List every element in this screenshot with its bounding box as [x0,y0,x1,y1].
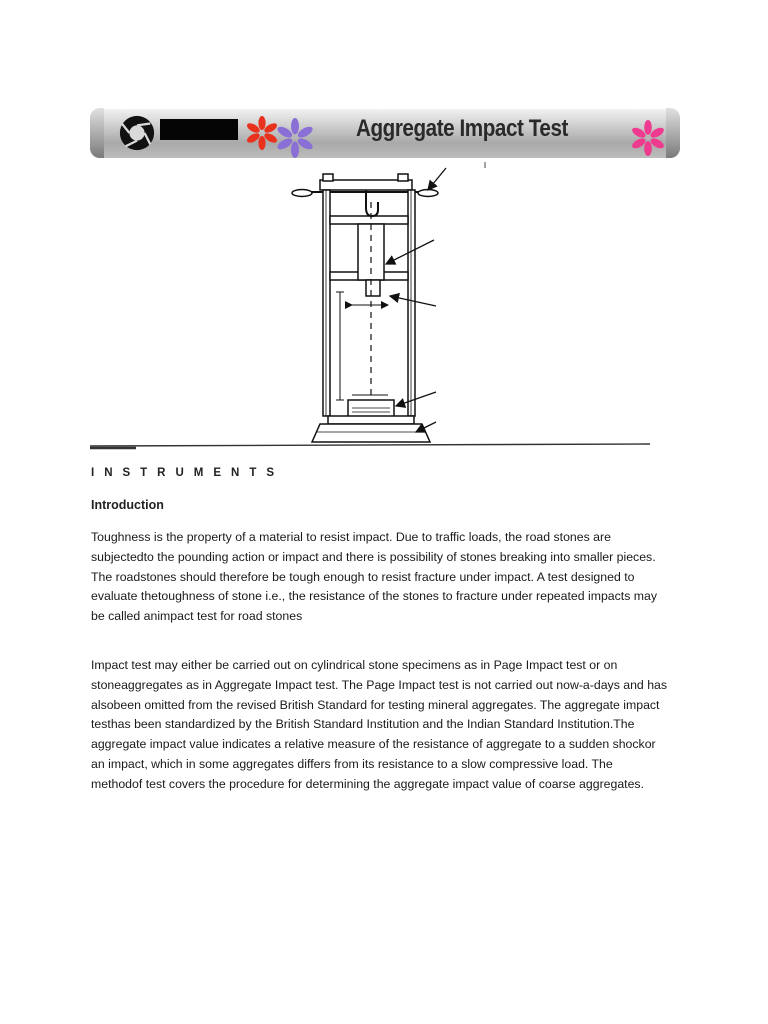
red-asterisk-icon [245,116,279,150]
banner-title: Aggregate Impact Test [356,115,568,142]
paragraph-line: stoneaggregates as in Aggregate Impact test. The Page Impact test is not carried out now-a-days and has [91,677,668,692]
paragraph-line: alsobeen omitted from the revised British Standard for testing mineral aggregates. The aggregate impact [91,697,660,712]
paragraph-line: be called animpact test for road stones [91,609,303,624]
section-heading: I N S T R U M E N T S [91,467,278,479]
paragraph-line: The roadstones should therefore be tough enough to resist fracture under impact. A test designed to [91,569,635,584]
paragraph-line: an impact, which in some aggregates differs from its resistance to a slow compressive load. The [91,756,613,771]
introduction-heading: Introduction [91,498,164,512]
impact-test-apparatus-diagram [90,160,670,456]
paragraph-line: evaluate thetoughness of stone i.e., the resistance of the stones to fracture under repeated impacts may [91,589,657,604]
paragraph-line: Toughness is the property of a material to resist impact. Due to traffic loads, the road stones are [91,530,611,544]
paragraph-line: aggregate impact value indicates a relative measure of the resistance of aggregate to a sudden shockor [91,737,656,752]
ring-logo-icon [118,114,156,152]
paragraph-line: subjectedto the pounding action or impact and there is possibility of stones breaking into smaller pieces. [91,549,656,564]
logo-wordmark-bar [160,119,238,140]
paragraph-line: testhas been standardized by the British Standard Institution and the Indian Standard Institution.The [91,717,635,732]
paragraph-impact-test [91,656,691,795]
paragraph-line: Impact test may either be carried out on cylindrical stone specimens as in Page Impact test or on [91,658,618,672]
purple-asterisk-icon [275,118,315,158]
pink-asterisk-icon [630,120,666,156]
paragraph-toughness [91,528,691,627]
paragraph-line: methodof test covers the procedure for determining the aggregate impact value of coarse aggregates. [91,776,644,791]
